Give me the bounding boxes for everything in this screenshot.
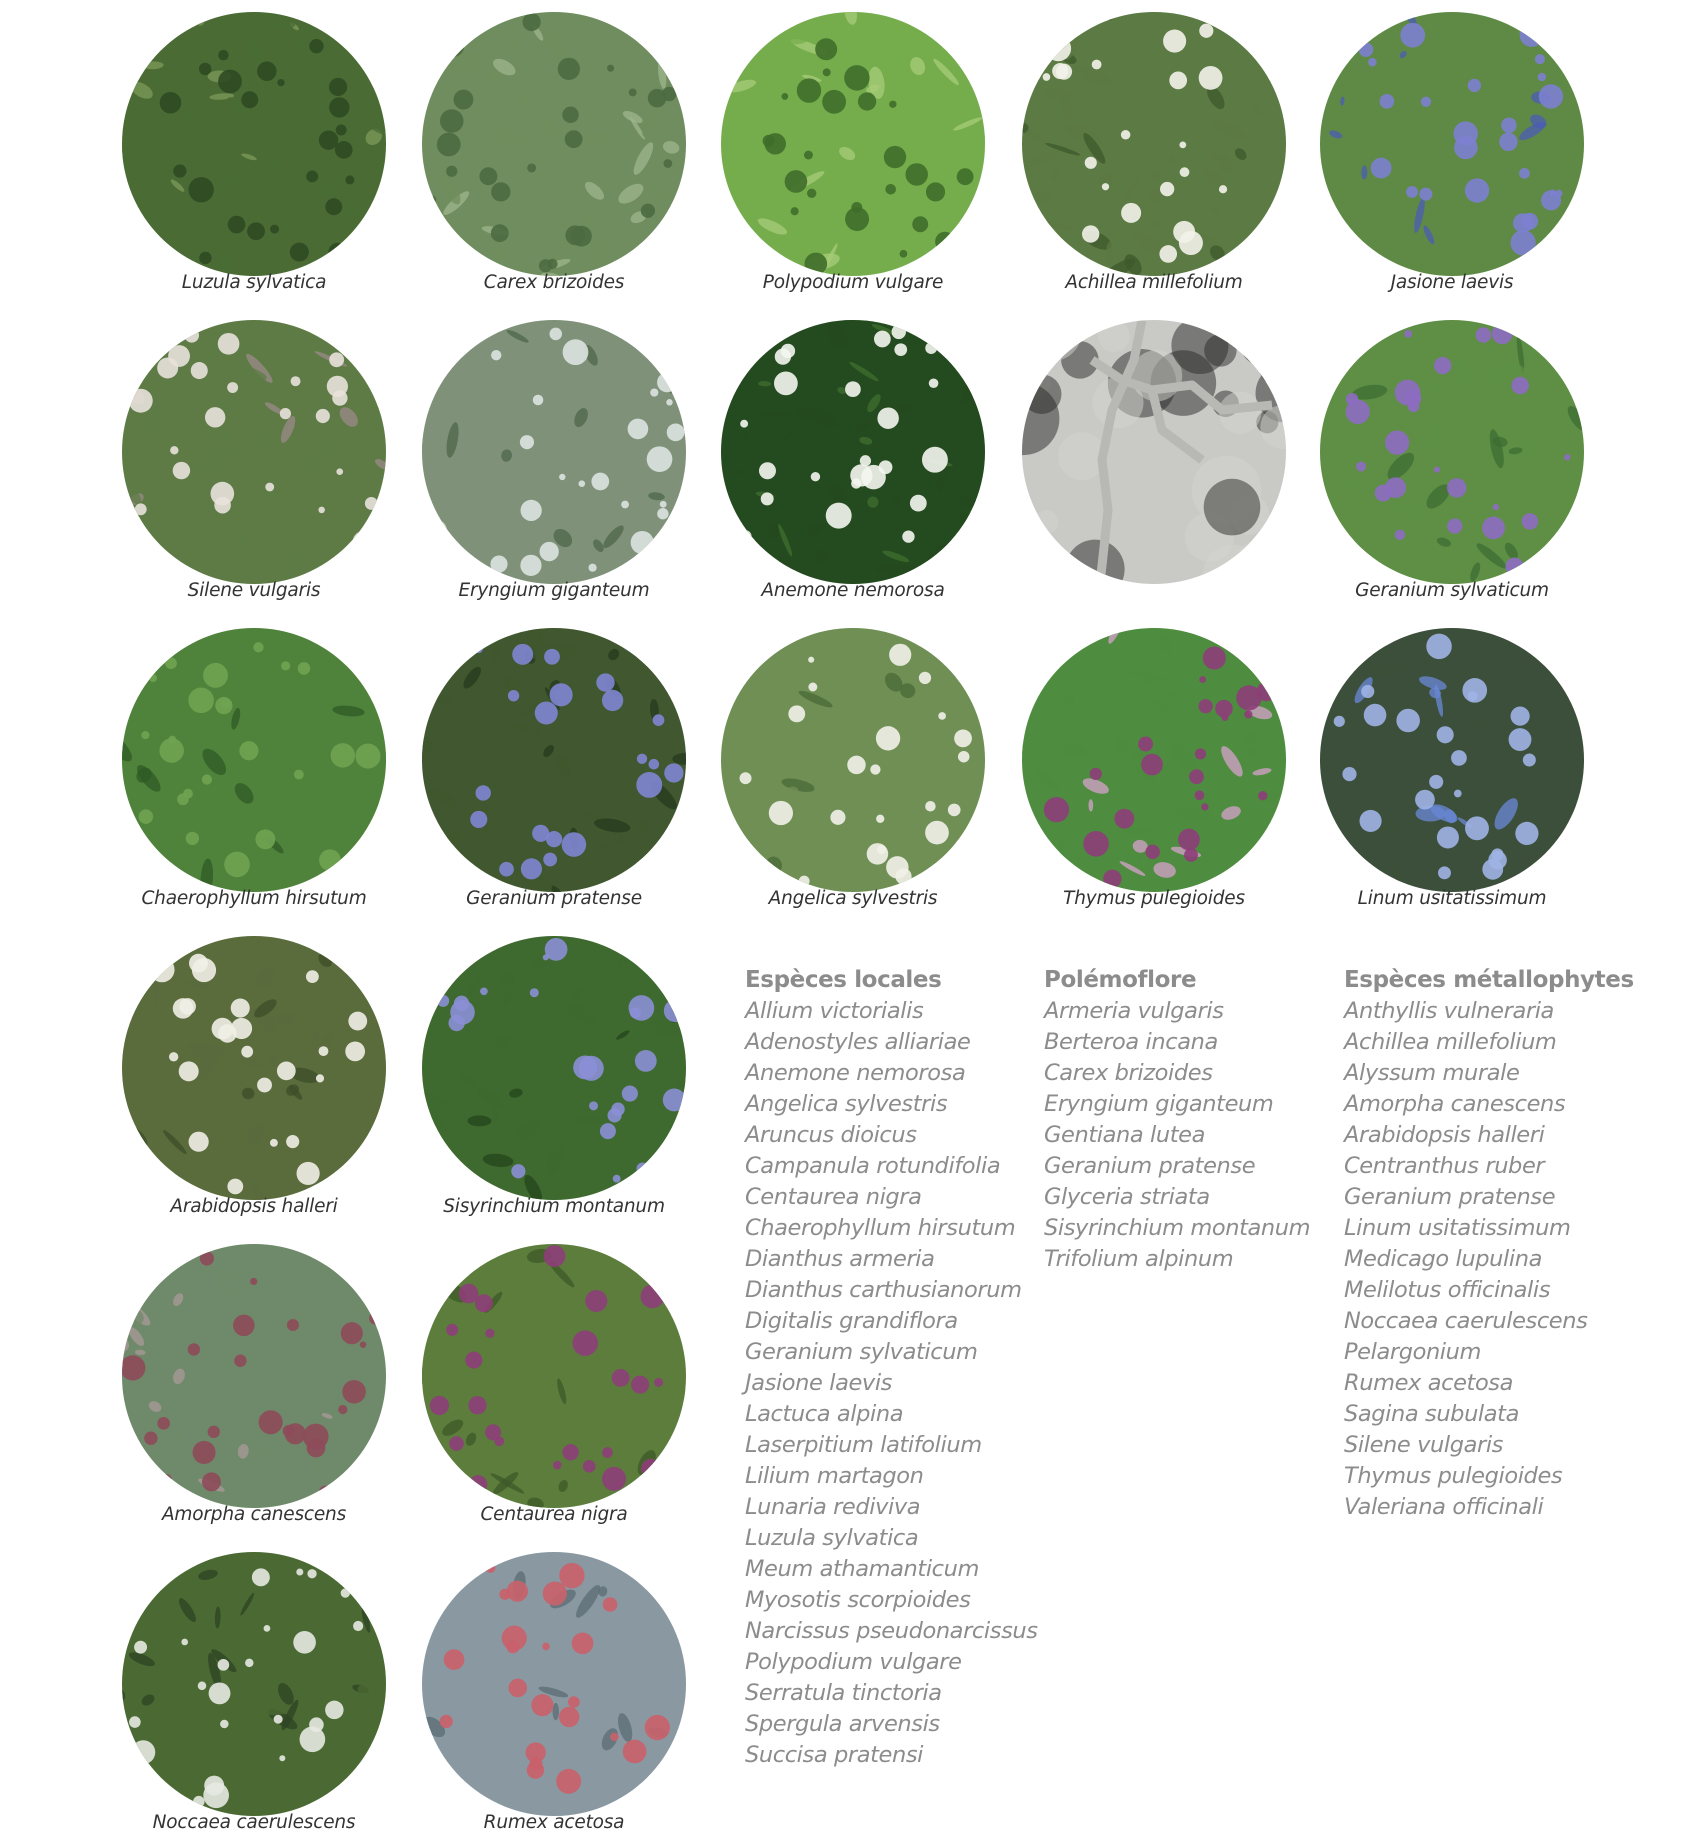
species-list-item: Angelica sylvestris xyxy=(745,1091,948,1117)
plant-caption-polypodium-vulgare: Polypodium vulgare xyxy=(762,272,944,293)
species-list-item: Thymus pulegioides xyxy=(1344,1463,1563,1489)
species-list-item: Centranthus ruber xyxy=(1344,1153,1545,1179)
plant-photo-centaurea-nigra xyxy=(422,1244,686,1508)
list-heading: Polémoflore xyxy=(1044,967,1197,993)
species-list-item: Berteroa incana xyxy=(1044,1029,1218,1055)
species-list-item: Aruncus dioicus xyxy=(745,1122,917,1148)
species-list-item: Myosotis scorpioides xyxy=(745,1587,971,1613)
plant-caption-sisyrinchium-montanum: Sisyrinchium montanum xyxy=(443,1196,665,1217)
species-list-item: Campanula rotundifolia xyxy=(745,1153,1001,1179)
species-list-item: Anemone nemorosa xyxy=(745,1060,966,1086)
species-list-item: Pelargonium xyxy=(1344,1339,1482,1365)
species-list-item: Geranium pratense xyxy=(1344,1184,1556,1210)
species-list-item: Lactuca alpina xyxy=(745,1401,904,1427)
species-list-item: Spergula arvensis xyxy=(745,1711,940,1737)
species-list-item: Melilotus officinalis xyxy=(1344,1277,1551,1303)
plant-photo-polypodium-vulgare xyxy=(721,12,985,276)
species-list xyxy=(745,996,1038,1771)
plant-photo-noccaea-caerulescens xyxy=(122,1552,386,1816)
plant-caption-geranium-sylvaticum: Geranium sylvaticum xyxy=(1355,580,1549,601)
species-list-item: Sisyrinchium montanum xyxy=(1044,1215,1311,1241)
species-list-item: Lilium martagon xyxy=(745,1463,924,1489)
species-list-item: Linum usitatissimum xyxy=(1344,1215,1571,1241)
species-list-item: Dianthus armeria xyxy=(745,1246,935,1272)
species-list-item: Amorpha canescens xyxy=(1344,1091,1566,1117)
species-list-item: Digitalis grandiflora xyxy=(745,1308,958,1334)
plant-photo-rumex-acetosa xyxy=(422,1552,686,1816)
species-list-item: Armeria vulgaris xyxy=(1044,998,1224,1024)
species-list-item: Lunaria rediviva xyxy=(745,1494,921,1520)
plant-photo-anemone-nemorosa xyxy=(721,320,985,584)
plant-photo-concrete-crack xyxy=(1022,320,1286,584)
plant-caption-geranium-pratense: Geranium pratense xyxy=(466,888,642,909)
plant-photo-chaerophyllum-hirsutum xyxy=(122,628,386,892)
species-list-item: Medicago lupulina xyxy=(1344,1246,1542,1272)
species-list-item: Valeriana officinali xyxy=(1344,1494,1544,1520)
species-list-item: Carex brizoides xyxy=(1044,1060,1213,1086)
plant-caption-achillea-millefolium: Achillea millefolium xyxy=(1065,272,1243,293)
list-heading: Espèces locales xyxy=(745,967,942,993)
species-list-item: Silene vulgaris xyxy=(1344,1432,1504,1458)
species-list-item: Eryngium giganteum xyxy=(1044,1091,1274,1117)
plant-caption-rumex-acetosa: Rumex acetosa xyxy=(483,1812,625,1833)
species-list-item: Geranium pratense xyxy=(1044,1153,1256,1179)
species-list-item: Glyceria striata xyxy=(1044,1184,1210,1210)
plant-caption-anemone-nemorosa: Anemone nemorosa xyxy=(761,580,945,601)
plant-photo-thymus-pulegioides xyxy=(1022,628,1286,892)
list-especes-locales xyxy=(745,965,1038,1771)
plant-caption-luzula-sylvatica: Luzula sylvatica xyxy=(181,272,327,293)
plant-caption-eryngium-giganteum: Eryngium giganteum xyxy=(458,580,650,601)
plant-photo-luzula-sylvatica xyxy=(122,12,386,276)
plant-photo-arabidopsis-halleri xyxy=(122,936,386,1200)
species-list-item: Centaurea nigra xyxy=(745,1184,922,1210)
species-list-item: Narcissus pseudonarcissus xyxy=(745,1618,1038,1644)
list-polemoflore xyxy=(1044,965,1310,1275)
plant-photo-geranium-sylvaticum xyxy=(1320,320,1584,584)
species-list-item: Allium victorialis xyxy=(745,998,924,1024)
plant-caption-silene-vulgaris: Silene vulgaris xyxy=(187,580,321,601)
plant-photo-eryngium-giganteum xyxy=(422,320,686,584)
plant-photo-silene-vulgaris xyxy=(122,320,386,584)
species-list-item: Luzula sylvatica xyxy=(745,1525,919,1551)
species-list-item: Noccaea caerulescens xyxy=(1344,1308,1588,1334)
plant-photo-jasione-laevis xyxy=(1320,12,1584,276)
plant-photo-sisyrinchium-montanum xyxy=(422,936,686,1200)
plant-caption-amorpha-canescens: Amorpha canescens xyxy=(161,1504,347,1525)
plant-photo-geranium-pratense xyxy=(422,628,686,892)
species-list-item: Rumex acetosa xyxy=(1344,1370,1514,1396)
species-list-item: Succisa pratensi xyxy=(745,1742,924,1768)
plant-caption-centaurea-nigra: Centaurea nigra xyxy=(480,1504,628,1525)
species-list-item: Polypodium vulgare xyxy=(745,1649,962,1675)
list-especes-metallophytes xyxy=(1344,965,1634,1523)
species-list xyxy=(1044,996,1310,1275)
species-list-item: Serratula tinctoria xyxy=(745,1680,942,1706)
plant-photo-linum-usitatissimum xyxy=(1320,628,1584,892)
species-list-item: Alyssum murale xyxy=(1344,1060,1520,1086)
species-list-item: Anthyllis vulneraria xyxy=(1344,998,1554,1024)
species-list-item: Chaerophyllum hirsutum xyxy=(745,1215,1016,1241)
plant-photo-achillea-millefolium xyxy=(1022,12,1286,276)
species-list-item: Adenostyles alliariae xyxy=(745,1029,971,1055)
species-list-item: Trifolium alpinum xyxy=(1044,1246,1234,1272)
species-list-item: Meum athamanticum xyxy=(745,1556,980,1582)
species-list-item: Jasione laevis xyxy=(745,1370,892,1396)
plant-photo-angelica-sylvestris xyxy=(721,628,985,892)
plant-caption-thymus-pulegioides: Thymus pulegioides xyxy=(1063,888,1245,909)
species-list xyxy=(1344,996,1634,1523)
plant-photo-amorpha-canescens xyxy=(122,1244,386,1508)
plant-caption-noccaea-caerulescens: Noccaea caerulescens xyxy=(152,1812,356,1833)
plant-caption-linum-usitatissimum: Linum usitatissimum xyxy=(1357,888,1547,909)
species-list-item: Laserpitium latifolium xyxy=(745,1432,982,1458)
plant-caption-chaerophyllum-hirsutum: Chaerophyllum hirsutum xyxy=(141,888,367,909)
species-list-item: Sagina subulata xyxy=(1344,1401,1519,1427)
plant-caption-angelica-sylvestris: Angelica sylvestris xyxy=(768,888,938,909)
plant-caption-jasione-laevis: Jasione laevis xyxy=(1390,272,1514,293)
species-list-item: Achillea millefolium xyxy=(1344,1029,1557,1055)
list-heading: Espèces métallophytes xyxy=(1344,967,1634,993)
species-list-item: Geranium sylvaticum xyxy=(745,1339,978,1365)
species-list-item: Gentiana lutea xyxy=(1044,1122,1205,1148)
species-list-item: Dianthus carthusianorum xyxy=(745,1277,1022,1303)
species-list-item: Arabidopsis halleri xyxy=(1344,1122,1545,1148)
plant-caption-carex-brizoides: Carex brizoides xyxy=(483,272,625,293)
plant-caption-arabidopsis-halleri: Arabidopsis halleri xyxy=(170,1196,338,1217)
plant-photo-carex-brizoides xyxy=(422,12,686,276)
